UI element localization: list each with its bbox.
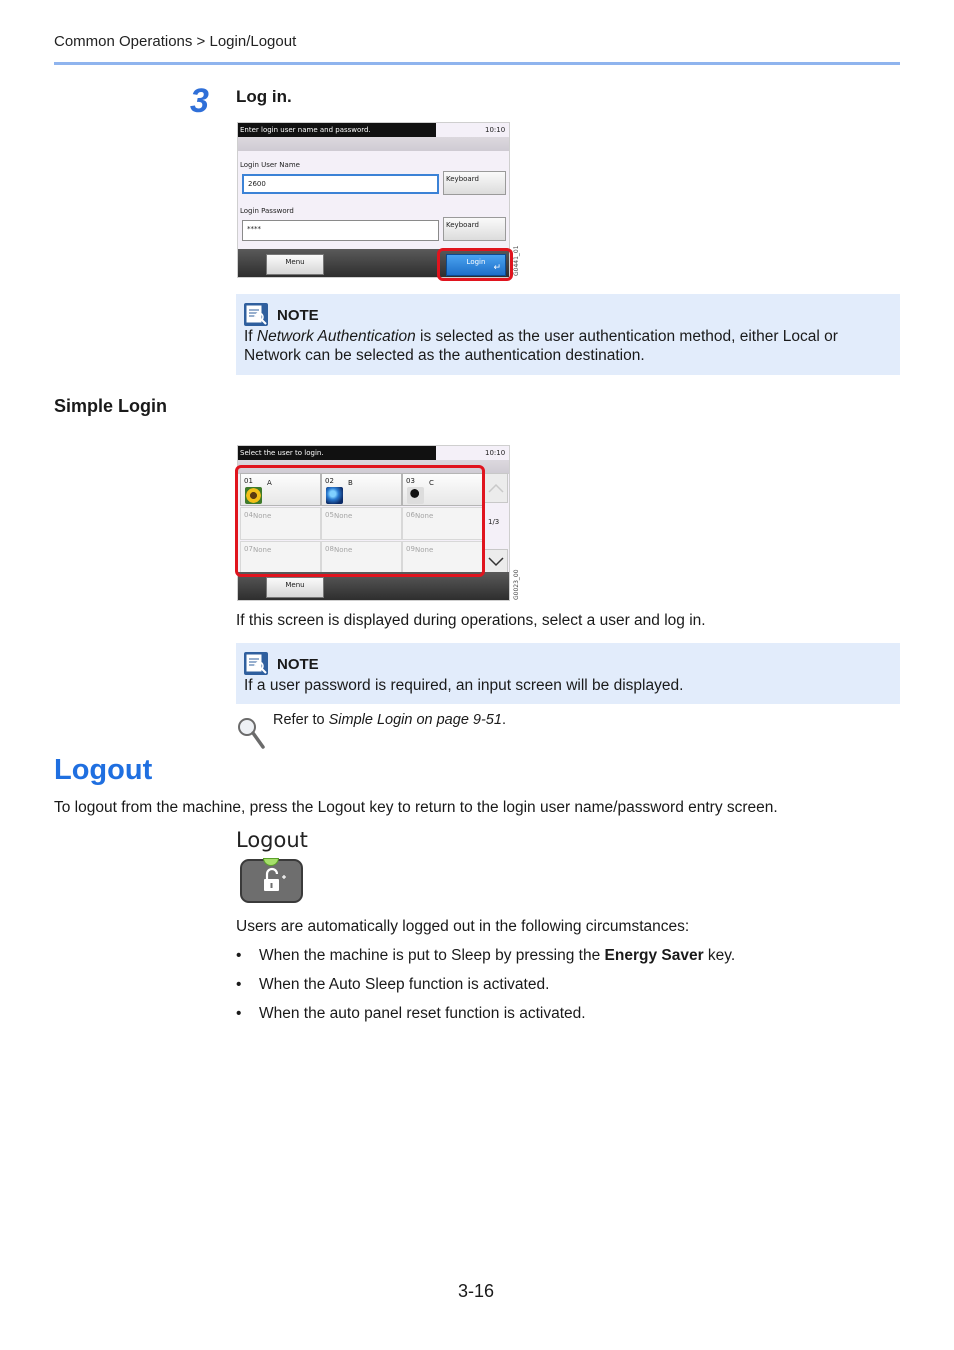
user-number: 02 xyxy=(325,477,334,485)
user-name: C xyxy=(429,479,434,487)
reference-text xyxy=(273,712,506,728)
bullet-icon: • xyxy=(236,976,242,993)
user-name: None xyxy=(334,546,353,554)
magnifier-icon xyxy=(236,716,266,750)
item-text-after: key. xyxy=(703,947,736,964)
auto-logout-intro: Users are automatically logged out in the following circumstances: xyxy=(236,918,690,935)
step-number: 3 xyxy=(190,82,209,120)
user-name: A xyxy=(267,479,272,487)
simple-login-message: Select the user to login. xyxy=(238,446,436,460)
login-password-label: Login Password xyxy=(240,207,294,215)
enter-icon: ↵ xyxy=(493,263,501,273)
logout-key-label: Logout xyxy=(236,828,308,852)
user-name: B xyxy=(348,479,353,487)
login-button-label: Login xyxy=(466,258,486,266)
auto-logout-item-text xyxy=(259,1005,586,1023)
note-body: If a user password is required, an input screen will be displayed. xyxy=(244,677,684,694)
auto-logout-item-text xyxy=(259,976,549,994)
user-number: 07 xyxy=(244,545,253,553)
note-heading: NOTE xyxy=(277,656,319,673)
scroll-down-button[interactable] xyxy=(484,549,508,573)
note-body xyxy=(244,327,884,365)
page-indicator: 1/3 xyxy=(488,518,500,526)
note-icon xyxy=(244,652,268,675)
password-keyboard-button[interactable]: Keyboard xyxy=(443,217,506,241)
user-grid-highlight xyxy=(235,465,485,577)
user-name: None xyxy=(253,546,272,554)
user-name-keyboard-button[interactable]: Keyboard xyxy=(443,171,506,195)
reference-link[interactable]: Simple Login on page 9-51 xyxy=(328,712,502,728)
user-number: 01 xyxy=(244,477,253,485)
login-screen-time: 10:10 xyxy=(485,126,506,134)
user-number: 06 xyxy=(406,511,415,519)
user-name: None xyxy=(415,512,434,520)
login-button-highlight xyxy=(437,248,513,281)
note-box-network-auth xyxy=(236,294,900,375)
login-user-name-field[interactable]: 2600 xyxy=(242,174,439,194)
user-number: 09 xyxy=(406,545,415,553)
auto-logout-item-text xyxy=(259,947,735,965)
note-icon xyxy=(244,303,268,326)
login-password-field[interactable]: **** xyxy=(242,220,439,241)
simple-login-menu-button[interactable]: Menu xyxy=(266,577,324,598)
simple-login-description: If this screen is displayed during operations, select a user and log in. xyxy=(236,612,706,629)
login-user-name-label: Login User Name xyxy=(240,161,300,169)
user-number: 03 xyxy=(406,477,415,485)
user-name: None xyxy=(253,512,272,520)
user-number: 04 xyxy=(244,511,253,519)
note-body-emphasis: Network Authentication xyxy=(256,328,416,345)
bullet-icon: • xyxy=(236,947,242,964)
login-screen-menu-button[interactable]: Menu xyxy=(266,254,324,275)
unlock-icon xyxy=(242,861,301,901)
step-title: Log in. xyxy=(236,87,292,106)
login-screen-band xyxy=(238,137,509,151)
login-screen-message: Enter login user name and password. xyxy=(238,123,436,137)
login-screen-code: G0441_01 xyxy=(513,245,520,276)
simple-login-screen-code: G0023_00 xyxy=(513,569,520,600)
header-divider xyxy=(54,62,900,65)
note-body-prefix: If xyxy=(244,328,257,345)
reference-prefix: Refer to xyxy=(273,712,329,728)
item-text-before: When the auto panel reset function is activated. xyxy=(259,1005,586,1022)
item-text-before: When the machine is put to Sleep by pressing the xyxy=(259,947,605,964)
user-number: 08 xyxy=(325,545,334,553)
simple-login-time: 10:10 xyxy=(485,449,506,457)
user-name: None xyxy=(334,512,353,520)
note-heading: NOTE xyxy=(277,307,319,324)
page-number: 3-16 xyxy=(458,1281,495,1301)
note-box-user-password xyxy=(236,643,900,704)
bullet-icon: • xyxy=(236,1005,242,1022)
note-body-suffix: is selected as the user authentication method, either Local or Network can be selected as the authentication destination. xyxy=(244,328,838,364)
reference-suffix: . xyxy=(501,712,506,728)
item-text-bold: Energy Saver xyxy=(604,947,704,964)
scroll-up-button[interactable] xyxy=(484,473,508,503)
logout-intro: To logout from the machine, press the Logout key to return to the login user name/password entry screen. xyxy=(54,799,778,816)
simple-login-heading: Simple Login xyxy=(54,396,168,416)
logout-heading: Logout xyxy=(54,754,153,786)
breadcrumb: Common Operations > Login/Logout xyxy=(54,33,297,50)
item-text-before: When the Auto Sleep function is activated. xyxy=(259,976,550,993)
user-number: 05 xyxy=(325,511,334,519)
user-name: None xyxy=(415,546,434,554)
